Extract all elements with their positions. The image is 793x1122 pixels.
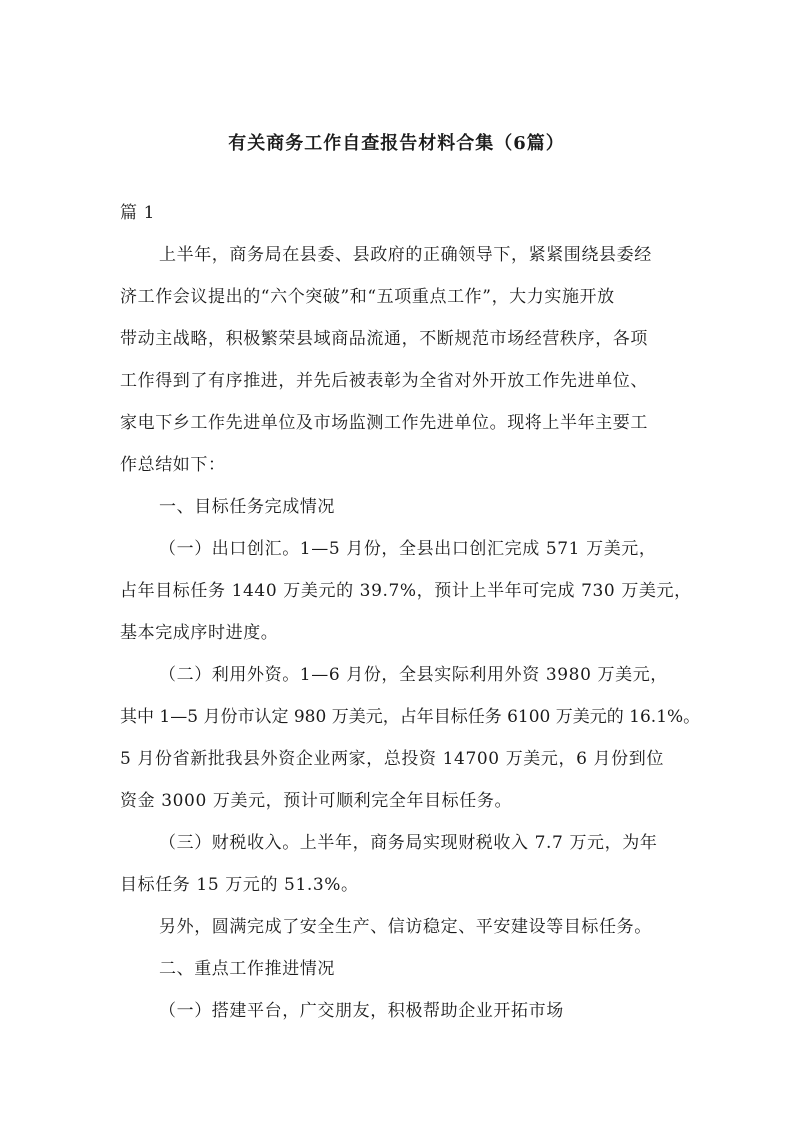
paragraph-line: 济工作会议提出的“六个突破”和“五项重点工作”，大力实施开放 (120, 287, 615, 307)
subheading-line: （一）搭建平台，广交朋友，积极帮助企业开拓市场 (159, 1001, 564, 1021)
paragraph-line: （二）利用外资。1—6 月份，全县实际利用外资 3980 万美元， (159, 665, 668, 685)
paragraph-line: 带动主战略，积极繁荣县域商品流通，不断规范市场经营秩序，各项 (120, 329, 648, 349)
paragraph-line: 目标任务 15 万元的 51.3%。 (120, 875, 359, 895)
heading-line: 一、目标任务完成情况 (159, 497, 335, 517)
paragraph-line: 占年目标任务 1440 万美元的 39.7%，预计上半年可完成 730 万美元， (120, 581, 692, 601)
paragraph-line: 5 月份省新批我县外资企业两家，总投资 14700 万美元，6 月份到位 (120, 749, 664, 769)
paragraph-line: 另外，圆满完成了安全生产、信访稳定、平安建设等目标任务。 (159, 917, 652, 937)
heading-line: 二、重点工作推进情况 (159, 959, 335, 979)
section-label: 篇 1 (120, 203, 156, 223)
paragraph-line: 作总结如下： (120, 455, 226, 475)
paragraph-line: （三）财税收入。上半年，商务局实现财税收入 7.7 万元，为年 (159, 833, 658, 853)
document-title: 有关商务工作自查报告材料合集（6篇） (228, 133, 565, 154)
paragraph-line: 其中 1—5 月份市认定 980 万美元，占年目标任务 6100 万美元的 16.1%。 (120, 707, 701, 727)
paragraph-line: 工作得到了有序推进，并先后被表彰为全省对外开放工作先进单位、 (120, 371, 648, 391)
paragraph-line: （一）出口创汇。1—5 月份，全县出口创汇完成 571 万美元， (159, 539, 657, 559)
paragraph-line: 家电下乡工作先进单位及市场监测工作先进单位。现将上半年主要工 (120, 413, 648, 433)
paragraph-line: 资金 3000 万美元，预计可顺利完全年目标任务。 (120, 791, 513, 811)
paragraph-line: 基本完成序时进度。 (120, 623, 279, 643)
paragraph-line: 上半年，商务局在县委、县政府的正确领导下，紧紧围绕县委经 (159, 245, 652, 265)
